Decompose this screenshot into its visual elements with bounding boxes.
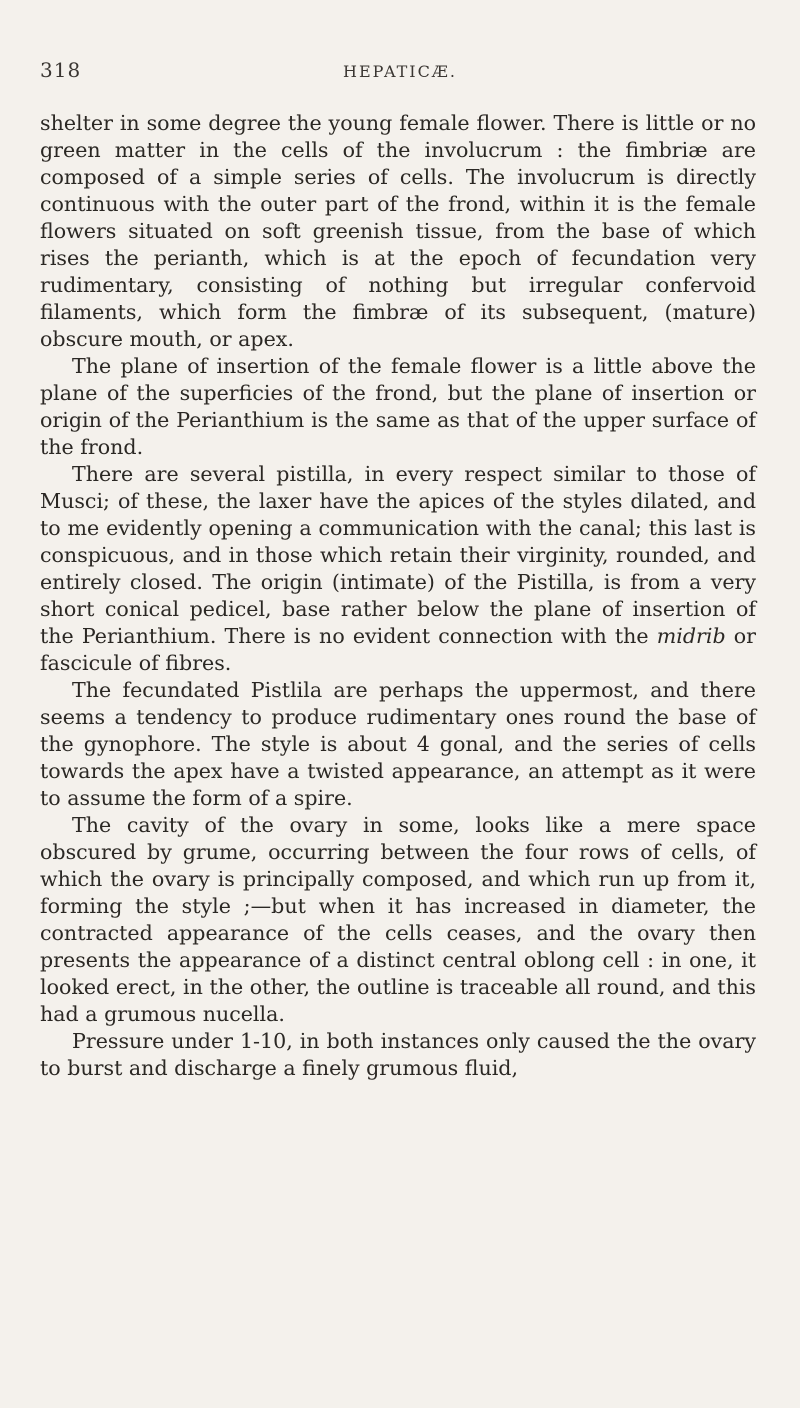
paragraph-3-text: There are several pistilla, in every respect similar to those of Musci; of these, the laxer have the apices of the styles dilated, and to me evidently opening a communication with the canal; this last is conspicuous, and in those which retain their virginity, rounded, and entirely closed. The origin (intimate) of the Pistilla, is from a very short conical pedicel, base rather below the plane of insertion of the Perianthium. There is no evident connection with the: [40, 462, 756, 648]
page-header: [40, 58, 760, 88]
paragraph-4: The fecundated Pistlila are perhaps the uppermost, and there seems a tendency to produce rudimentary ones round the base of the gynophore. The style is about 4 gonal, and the series of cells towards the apex have a twisted appearance, an attempt as it were to assume the form of a spire.: [40, 678, 756, 810]
running-head: HEPATICÆ.: [343, 62, 457, 81]
paragraph-1: shelter in some degree the young female flower. There is little or no green matter in the cells of the involucrum : the fimbriæ are composed of a simple series of cells. The involucrum is directly continuous with the outer part of the frond, within it is the female flowers situated on soft greenish tissue, from the base of which rises the perianth, which is at the epoch of fecundation very rudimentary, consisting of nothing but irregular confervoid filaments, which form the fimbræ of its subsequent, (mature) obscure mouth, or apex.: [40, 111, 756, 351]
italic-term-midrib: midrib: [656, 624, 726, 648]
paragraph-6: Pressure under 1-10, in both instances only caused the the ovary to burst and discharge a finely grumous fluid,: [40, 1029, 756, 1080]
text-body: [40, 110, 756, 1082]
page-number: 318: [40, 58, 82, 82]
paragraph-3: [40, 461, 756, 677]
paragraph-2: The plane of insertion of the female flower is a little above the plane of the superficies of the frond, but the plane of insertion or origin of the Perianthium is the same as that of the upper surface of the frond.: [40, 354, 756, 459]
paragraph-5: The cavity of the ovary in some, looks like a mere space obscured by grume, occurring between the four rows of cells, of which the ovary is principally composed, and which run up from it, forming the style ;—but when it has increased in diameter, the contracted appearance of the cells ceases, and the ovary then presents the appearance of a distinct central oblong cell : in one, it looked erect, in the other, the outline is traceable all round, and this had a grumous nucella.: [40, 813, 756, 1026]
paragraph-3-text-after: or fascicule of fibres.: [40, 624, 756, 675]
